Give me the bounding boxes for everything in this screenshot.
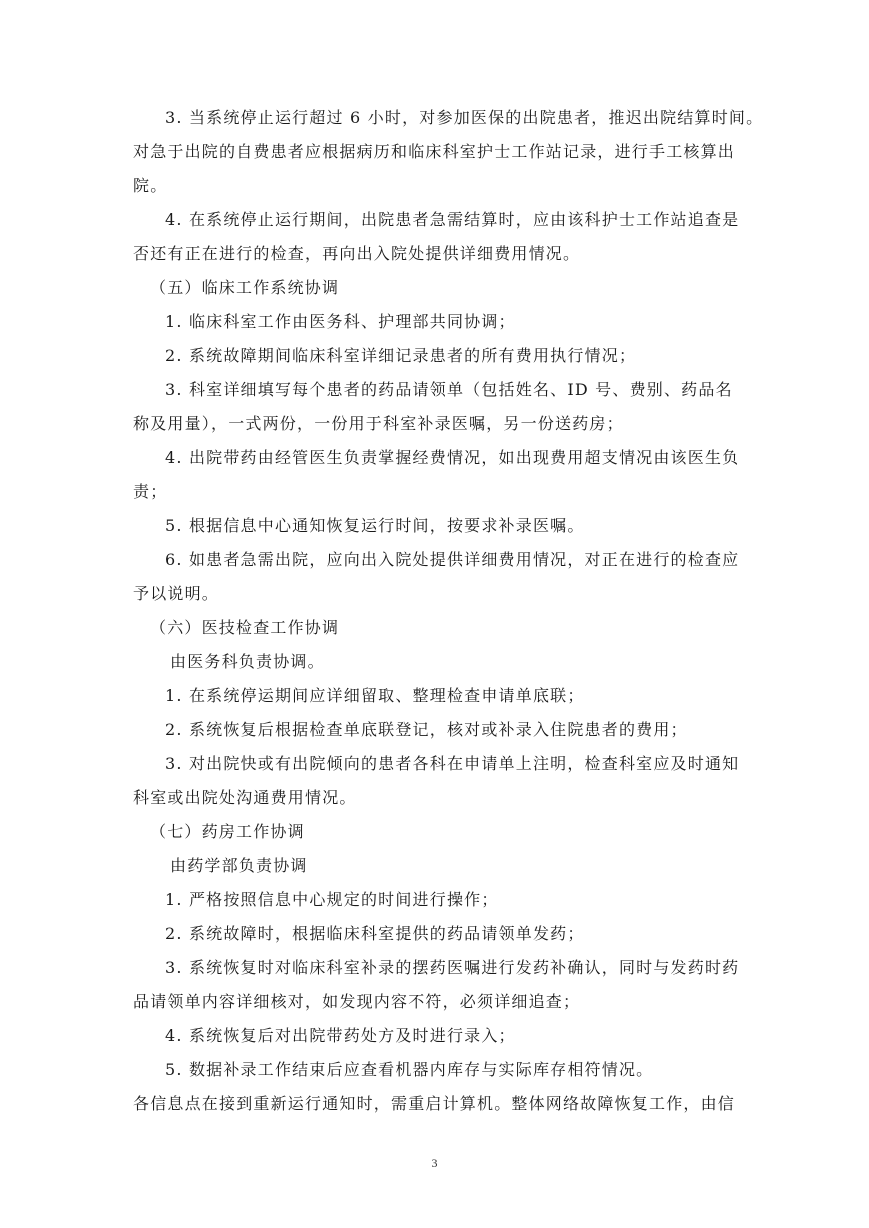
- text-line: 2. 系统故障时，根据临床科室提供的药品请领单发药；: [165, 924, 585, 943]
- text-line: 1. 在系统停运期间应详细留取、整理检查申请单底联；: [165, 686, 585, 705]
- text-line: 2. 系统恢复后根据检查单底联登记，核对或补录入住院患者的费用；: [165, 720, 688, 739]
- text-line: 5. 数据补录工作结束后应查看机器内库存与实际库存相符情况。: [165, 1060, 654, 1079]
- section-heading: （七）药房工作协调: [150, 822, 305, 841]
- text-line: 对急于出院的自费患者应根据病历和临床科室护士工作站记录，进行手工核算出: [133, 142, 736, 161]
- text-line: 3. 科室详细填写每个患者的药品请领单（包括姓名、ID 号、费别、药品名: [165, 380, 733, 399]
- text-line: 科室或出院处沟通费用情况。: [133, 788, 357, 807]
- text-line: 由医务科负责协调。: [170, 652, 325, 671]
- text-line: 1. 严格按照信息中心规定的时间进行操作；: [165, 890, 499, 909]
- text-line: 责；: [133, 482, 168, 501]
- text-line: 5. 根据信息中心通知恢复运行时间，按要求补录医嘱。: [165, 516, 585, 535]
- section-heading: （六）医技检查工作协调: [150, 618, 340, 637]
- text-line: 院。: [133, 176, 168, 195]
- text-line: 3. 对出院快或有出院倾向的患者各科在申请单上注明，检查科室应及时通知: [165, 754, 740, 773]
- text-line: 6. 如患者急需出院，应向出入院处提供详细费用情况，对正在进行的检查应: [165, 550, 740, 569]
- text-line: 2. 系统故障期间临床科室详细记录患者的所有费用执行情况；: [165, 346, 637, 365]
- text-line: 各信息点在接到重新运行通知时，需重启计算机。整体网络故障恢复工作，由信: [133, 1094, 736, 1113]
- text-line: 1. 临床科室工作由医务科、护理部共同协调；: [165, 312, 516, 331]
- text-line: 4. 出院带药由经管医生负责掌握经费情况，如出现费用超支情况由该医生负: [165, 448, 740, 467]
- text-line: 3. 当系统停止运行超过 6 小时，对参加医保的出院患者，推迟出院结算时间。: [165, 108, 764, 127]
- text-line: 称及用量），一式两份，一份用于科室补录医嘱，另一份送药房；: [133, 414, 624, 433]
- text-line: 4. 系统恢复后对出院带药处方及时进行录入；: [165, 1026, 516, 1045]
- text-line: 由药学部负责协调: [170, 856, 308, 875]
- section-heading: （五）临床工作系统协调: [150, 278, 340, 297]
- text-line: 4. 在系统停止运行期间，出院患者急需结算时，应由该科护士工作站追查是: [165, 210, 740, 229]
- text-line: 否还有正在进行的检查，再向出入院处提供详细费用情况。: [133, 244, 581, 263]
- text-line: 品请领单内容详细核对，如发现内容不符，必须详细追查；: [133, 992, 581, 1011]
- text-line: 予以说明。: [133, 584, 220, 603]
- text-line: 3. 系统恢复时对临床科室补录的摆药医嘱进行发药补确认，同时与发药时药: [165, 958, 740, 977]
- page-number: 3: [431, 1156, 438, 1170]
